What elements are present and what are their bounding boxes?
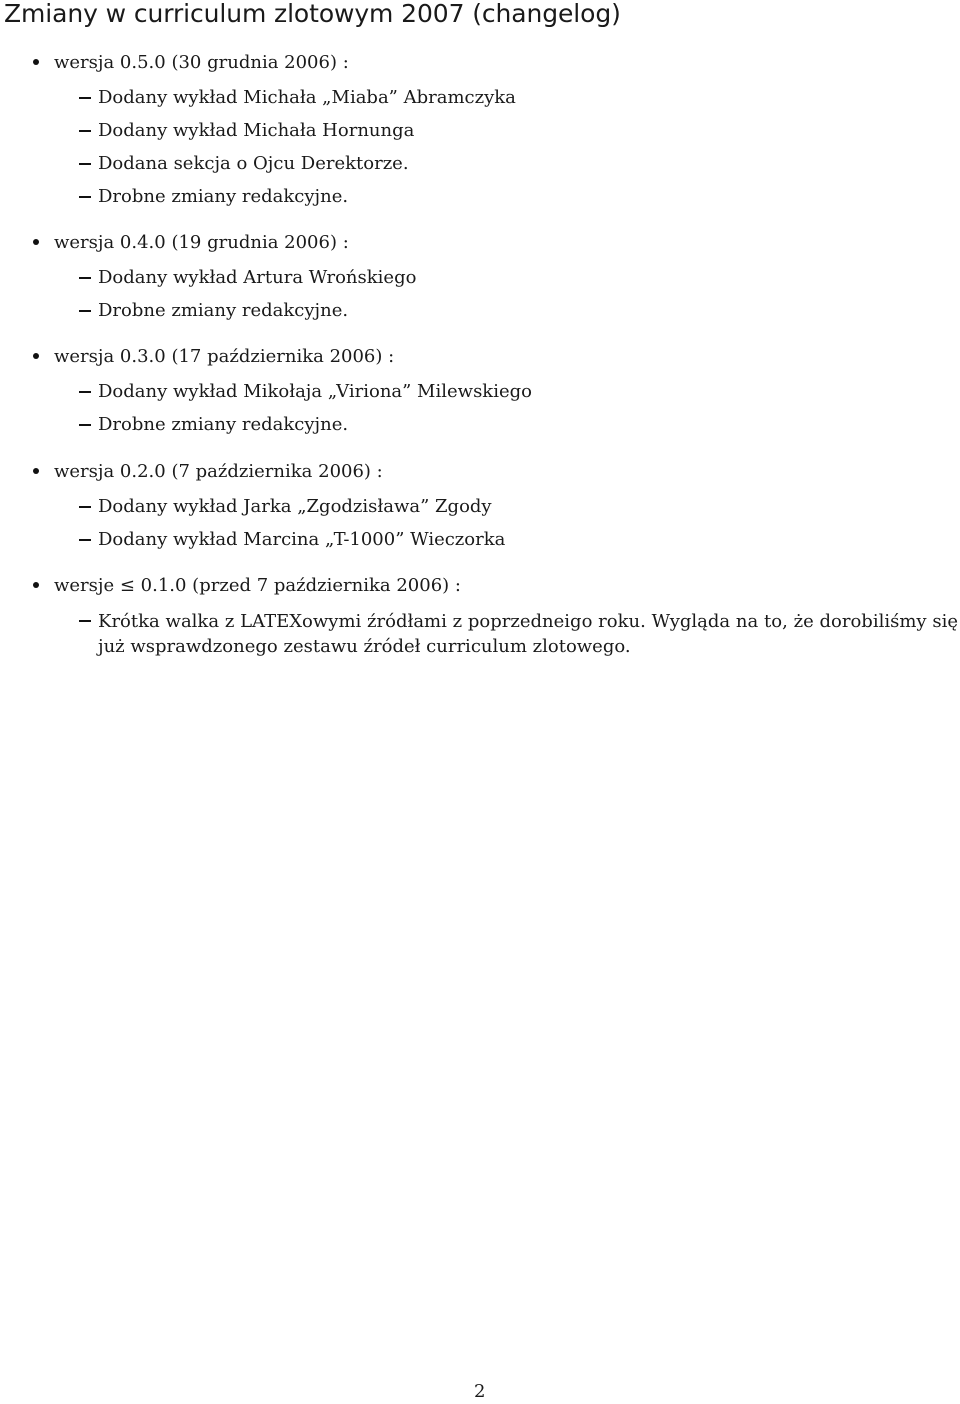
version-heading-text: wersja 0.2.0 (7 października 2006) : xyxy=(54,460,383,482)
version-heading-text: wersja 0.3.0 (17 października 2006) : xyxy=(54,345,395,367)
change-text: Krótka walka z LATEXowymi źródłami z poprzedneigo roku. Wygląda na to, że dorobiliśmy się już wsprawdzonego zestawu źródeł curriculum zlotowego. xyxy=(98,611,958,657)
change-text: Dodany wykład Michała Hornunga xyxy=(98,120,415,141)
dash-icon xyxy=(79,196,91,198)
change-list xyxy=(0,380,960,446)
change-item xyxy=(0,119,960,152)
dash-icon xyxy=(79,310,91,312)
change-item xyxy=(0,152,960,185)
change-text: Drobne zmiany redakcyjne. xyxy=(98,414,349,435)
change-text: Dodana sekcja o Ojcu Derektorze. xyxy=(98,153,409,174)
dash-icon xyxy=(79,391,91,393)
change-list xyxy=(0,86,960,218)
change-list xyxy=(0,266,960,332)
change-text: Dodany wykład Jarka „Zgodzisława” Zgody xyxy=(98,496,492,517)
bullet-icon xyxy=(33,239,39,245)
change-item xyxy=(0,495,960,528)
bullet-icon xyxy=(33,59,39,65)
dash-icon xyxy=(79,97,91,99)
dash-icon xyxy=(79,620,91,622)
bullet-icon xyxy=(33,353,39,359)
change-text: Dodany wykład Artura Wrońskiego xyxy=(98,267,417,288)
bullet-icon xyxy=(33,582,39,588)
dash-icon xyxy=(79,130,91,132)
version-heading-text: wersja 0.5.0 (30 grudnia 2006) : xyxy=(54,51,349,73)
version-heading xyxy=(33,573,461,597)
change-text: Drobne zmiany redakcyjne. xyxy=(98,300,349,321)
dash-icon xyxy=(79,424,91,426)
change-item xyxy=(0,380,960,413)
change-item xyxy=(0,185,960,218)
dash-icon xyxy=(79,506,91,508)
change-item xyxy=(0,266,960,299)
change-item xyxy=(0,528,960,561)
change-list xyxy=(0,495,960,561)
page-title: Zmiany w curriculum zlotowym 2007 (changelog) xyxy=(4,0,621,28)
version-heading-text: wersje ≤ 0.1.0 (przed 7 października 2006) : xyxy=(54,574,461,596)
change-text: Dodany wykład Michała „Miaba” Abramczyka xyxy=(98,87,516,108)
version-heading xyxy=(33,459,383,483)
version-heading-text: wersja 0.4.0 (19 grudnia 2006) : xyxy=(54,231,349,253)
change-item xyxy=(0,609,960,659)
dash-icon xyxy=(79,163,91,165)
change-item xyxy=(0,86,960,119)
change-list xyxy=(0,609,960,659)
change-item xyxy=(0,299,960,332)
version-heading xyxy=(33,230,349,254)
change-text: Dodany wykład Marcina „T-1000” Wieczorka xyxy=(98,529,506,550)
change-text: Dodany wykład Mikołaja „Viriona” Milewskiego xyxy=(98,381,532,402)
bullet-icon xyxy=(33,468,39,474)
dash-icon xyxy=(79,277,91,279)
change-item xyxy=(0,413,960,446)
version-heading xyxy=(33,50,349,74)
version-heading xyxy=(33,344,394,368)
dash-icon xyxy=(79,539,91,541)
change-text: Drobne zmiany redakcyjne. xyxy=(98,186,349,207)
page-number: 2 xyxy=(474,1381,486,1402)
